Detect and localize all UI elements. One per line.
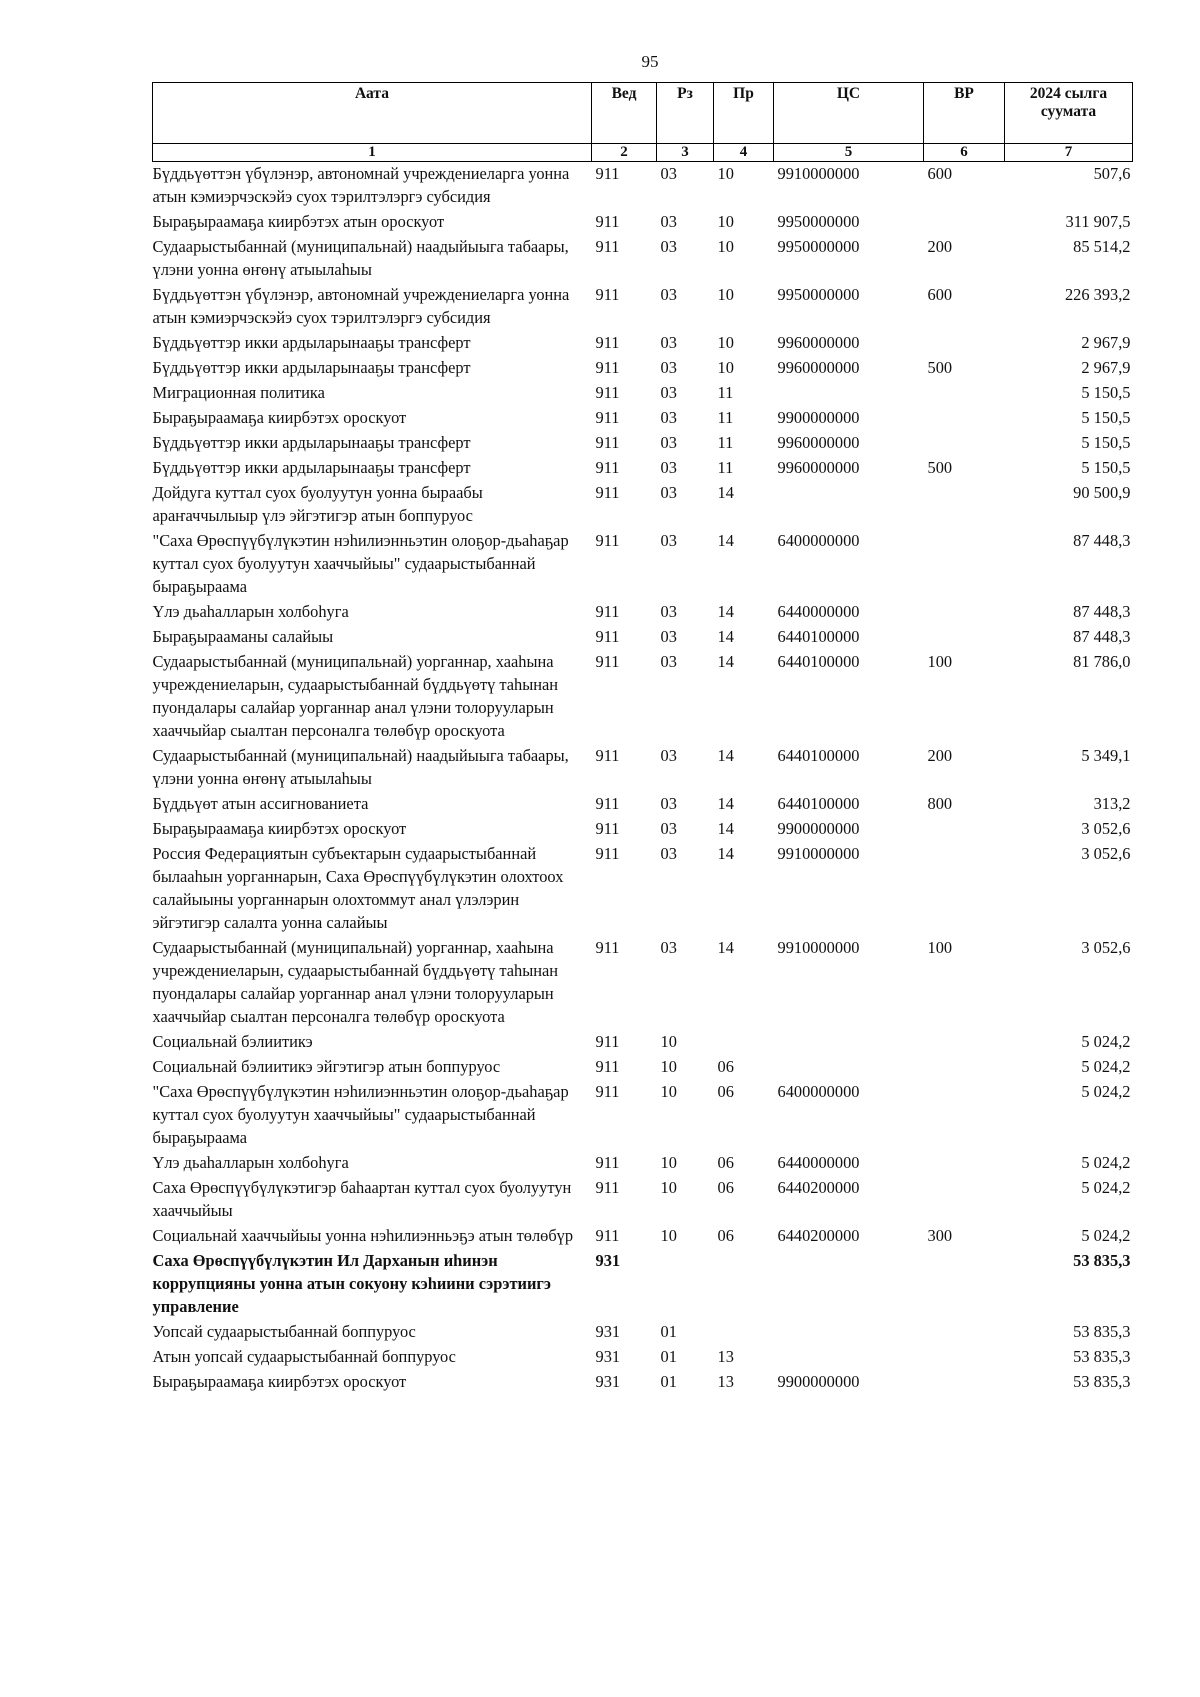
col-number: 5 <box>774 144 924 162</box>
row-amount: 5 024,2 <box>1081 1057 1131 1076</box>
row-rz: 01 <box>660 1322 677 1341</box>
row-amount: 3 052,6 <box>1081 938 1131 957</box>
row-vr <box>924 431 1005 456</box>
row-name: Үлэ дьаһалларын холбоһуга <box>152 602 349 621</box>
table-row <box>153 1080 1133 1151</box>
row-pr: 06 <box>717 1057 734 1076</box>
table-row <box>153 1345 1133 1370</box>
row-amount: 90 500,9 <box>1073 483 1131 502</box>
row-name: Бүддьүөттэр икки ардыларынааҕы трансферт <box>152 433 471 452</box>
row-vr <box>924 210 1005 235</box>
row-cs: 9900000000 <box>777 1372 860 1391</box>
row-rz: 03 <box>660 237 677 256</box>
row-rz: 03 <box>660 212 677 231</box>
row-cs <box>774 481 924 529</box>
row-cs: 9960000000 <box>777 333 860 352</box>
row-ved: 911 <box>595 333 620 352</box>
table-row <box>153 1224 1133 1249</box>
row-cs: 6440000000 <box>777 1153 860 1172</box>
col-number: 6 <box>924 144 1005 162</box>
row-vr <box>924 1320 1005 1345</box>
row-cs: 6440100000 <box>777 746 860 765</box>
row-pr: 14 <box>717 844 734 863</box>
row-ved: 911 <box>595 746 620 765</box>
row-amount: 5 024,2 <box>1081 1082 1131 1101</box>
table-row <box>153 1370 1133 1395</box>
row-vr <box>924 1249 1005 1320</box>
page-number: 95 <box>641 52 659 71</box>
row-rz: 03 <box>660 652 677 671</box>
row-pr: 14 <box>717 652 734 671</box>
row-cs: 6440200000 <box>777 1226 860 1245</box>
row-vr <box>924 842 1005 936</box>
row-ved: 911 <box>595 1032 620 1051</box>
row-ved: 911 <box>595 164 620 183</box>
row-pr: 14 <box>717 483 734 502</box>
row-name: Миграционная политика <box>152 383 325 402</box>
row-pr: 13 <box>717 1347 734 1366</box>
row-cs: 9900000000 <box>777 819 860 838</box>
row-ved: 911 <box>595 1057 620 1076</box>
row-rz: 03 <box>660 602 677 621</box>
row-name: Саха Өрөспүүбүлүкэтин Ил Дарханын иһинэн коррупцияны уонна атын сокуону кэһиини сэрэтиигэ управление <box>152 1251 551 1316</box>
table-row <box>153 162 1133 211</box>
row-amount: 53 835,3 <box>1073 1347 1131 1366</box>
col-header-pr: Пр <box>714 83 774 144</box>
row-vr: 600 <box>927 164 953 183</box>
row-cs <box>774 1249 924 1320</box>
row-name: "Саха Өрөспүүбүлүкэтин нэһилиэнньэтин олоҕор-дьаһаҕар куттал суох буолуутун хааччыйыы" судаарыстыбаннай быраҕыраама <box>152 531 569 596</box>
row-rz: 03 <box>660 383 677 402</box>
row-cs: 9950000000 <box>777 212 860 231</box>
row-name: Үлэ дьаһалларын холбоһуга <box>152 1153 349 1172</box>
row-name: Атын уопсай судаарыстыбаннай боппуруос <box>152 1347 456 1366</box>
row-pr: 14 <box>717 938 734 957</box>
table-row <box>153 406 1133 431</box>
row-name: Судаарыстыбаннай (муниципальнай) уорганнар, хааһына учреждениеларын, судаарыстыбаннай бүддьүөтү таһынан пуондалары салайар уорганнар анал үлэни толорууларын хааччыйар сыалтан персоналга төлөбүр ороскуота <box>152 652 559 740</box>
budget-table <box>152 82 1133 1395</box>
row-cs: 9950000000 <box>777 285 860 304</box>
row-vr: 200 <box>927 237 953 256</box>
row-vr <box>924 331 1005 356</box>
table-row <box>153 1249 1133 1320</box>
col-number: 7 <box>1005 144 1133 162</box>
row-vr <box>924 817 1005 842</box>
row-cs <box>774 1345 924 1370</box>
row-amount: 5 024,2 <box>1081 1032 1131 1051</box>
row-ved: 911 <box>595 844 620 863</box>
row-vr: 100 <box>927 652 953 671</box>
col-header-name: Аата <box>153 83 592 144</box>
row-amount: 85 514,2 <box>1073 237 1131 256</box>
row-vr <box>924 1055 1005 1080</box>
row-name: Саха Өрөспүүбүлүкэтигэр баһаартан куттал суох буолуутун хааччыйыы <box>152 1178 572 1220</box>
row-ved: 911 <box>595 212 620 231</box>
row-amount: 2 967,9 <box>1081 333 1131 352</box>
row-rz: 03 <box>660 164 677 183</box>
row-pr <box>714 1320 774 1345</box>
row-cs: 6440200000 <box>777 1178 860 1197</box>
row-name: Быраҕыраамаҕа киирбэтэх ороскуот <box>152 819 407 838</box>
row-vr: 500 <box>927 358 953 377</box>
col-number: 2 <box>592 144 657 162</box>
row-vr <box>924 600 1005 625</box>
row-cs: 9960000000 <box>777 458 860 477</box>
row-pr: 06 <box>717 1082 734 1101</box>
row-ved: 911 <box>595 408 620 427</box>
row-cs: 9910000000 <box>777 844 860 863</box>
row-vr <box>924 1176 1005 1224</box>
row-name: Бүддьүөттэр икки ардыларынааҕы трансферт <box>152 458 471 477</box>
row-pr <box>714 1030 774 1055</box>
row-rz: 03 <box>660 627 677 646</box>
row-pr: 11 <box>717 433 734 452</box>
row-amount: 2 967,9 <box>1081 358 1131 377</box>
col-number: 4 <box>714 144 774 162</box>
col-header-rz: Рз <box>657 83 714 144</box>
row-name: Россия Федерациятын субъектарын судаарыстыбаннай былааһын уорганнарын, Саха Өрөспүүбүлүкэтин олохтоох салайыыны уорганнарын олохтоммут анал үлэлэрин эйгэтигэр салалта уонна салайыы <box>152 844 564 932</box>
row-vr <box>924 529 1005 600</box>
row-vr: 300 <box>927 1226 953 1245</box>
row-ved: 911 <box>595 531 620 550</box>
row-vr <box>924 1345 1005 1370</box>
row-pr: 13 <box>717 1372 734 1391</box>
row-cs: 9910000000 <box>777 938 860 957</box>
row-cs: 6440100000 <box>777 652 860 671</box>
row-ved: 931 <box>595 1372 621 1391</box>
row-rz: 03 <box>660 938 677 957</box>
row-amount: 5 150,5 <box>1081 408 1131 427</box>
row-amount: 81 786,0 <box>1073 652 1131 671</box>
row-ved: 931 <box>595 1251 621 1270</box>
row-rz: 03 <box>660 746 677 765</box>
row-ved: 911 <box>595 819 620 838</box>
row-amount: 5 150,5 <box>1081 458 1131 477</box>
col-header-vr: ВР <box>924 83 1005 144</box>
row-cs: 6440100000 <box>777 794 860 813</box>
table-row <box>153 625 1133 650</box>
table-row <box>153 481 1133 529</box>
table-row <box>153 1176 1133 1224</box>
row-pr: 06 <box>717 1226 734 1245</box>
row-cs: 9910000000 <box>777 164 860 183</box>
table-row <box>153 356 1133 381</box>
row-cs <box>774 1055 924 1080</box>
table-row <box>153 431 1133 456</box>
row-vr <box>924 1370 1005 1395</box>
row-vr: 500 <box>927 458 953 477</box>
row-ved: 911 <box>595 458 620 477</box>
row-pr: 06 <box>717 1153 734 1172</box>
row-rz: 03 <box>660 458 677 477</box>
row-ved: 911 <box>595 433 620 452</box>
row-rz: 03 <box>660 333 677 352</box>
row-cs <box>774 1030 924 1055</box>
table-row <box>153 817 1133 842</box>
row-name: Бүддьүөттэр икки ардыларынааҕы трансферт <box>152 333 471 352</box>
row-pr: 06 <box>717 1178 734 1197</box>
col-number: 1 <box>153 144 592 162</box>
row-amount: 226 393,2 <box>1064 285 1131 304</box>
row-amount: 87 448,3 <box>1073 531 1131 550</box>
row-ved: 911 <box>595 358 620 377</box>
col-header-cs: ЦС <box>774 83 924 144</box>
row-name: Бүддьүөттэн үбүлэнэр, автономнай учреждениеларга уонна атын кэмиэрчэскэйэ суох тэрилтэлэргэ субсидия <box>152 164 570 206</box>
row-name: Социальнай бэлиитикэ <box>152 1032 313 1051</box>
row-vr <box>924 625 1005 650</box>
row-ved: 911 <box>595 285 620 304</box>
row-amount: 5 150,5 <box>1081 383 1131 402</box>
row-amount: 53 835,3 <box>1073 1251 1131 1270</box>
row-rz: 10 <box>660 1057 677 1076</box>
row-vr <box>924 1080 1005 1151</box>
row-ved: 911 <box>595 1082 620 1101</box>
row-vr <box>924 1151 1005 1176</box>
table-row <box>153 744 1133 792</box>
row-ved: 911 <box>595 1226 620 1245</box>
table-row <box>153 936 1133 1030</box>
row-amount: 87 448,3 <box>1073 627 1131 646</box>
row-cs <box>774 381 924 406</box>
row-pr: 11 <box>717 458 734 477</box>
row-cs: 6400000000 <box>777 531 860 550</box>
row-rz: 03 <box>660 794 677 813</box>
row-vr: 600 <box>927 285 953 304</box>
row-cs: 6440100000 <box>777 627 860 646</box>
row-rz: 01 <box>660 1347 677 1366</box>
row-vr: 200 <box>927 746 953 765</box>
header-row <box>153 83 1133 144</box>
row-pr: 14 <box>717 819 734 838</box>
row-ved: 911 <box>595 652 620 671</box>
table-row <box>153 283 1133 331</box>
row-rz: 03 <box>660 531 677 550</box>
table-row <box>153 792 1133 817</box>
row-name: Судаарыстыбаннай (муниципальнай) уорганнар, хааһына учреждениеларын, судаарыстыбаннай бүддьүөтү таһынан пуондалары салайар уорганнар анал үлэни толорууларын хааччыйар сыалтан персоналга төлөбүр ороскуота <box>152 938 559 1026</box>
row-name: Уопсай судаарыстыбаннай боппуруос <box>152 1322 416 1341</box>
row-vr <box>924 481 1005 529</box>
row-ved: 911 <box>595 794 620 813</box>
table-row <box>153 456 1133 481</box>
row-name: Бүддьүөттэр икки ардыларынааҕы трансферт <box>152 358 471 377</box>
table-row <box>153 650 1133 744</box>
row-rz: 10 <box>660 1178 677 1197</box>
table-row <box>153 235 1133 283</box>
row-name: "Саха Өрөспүүбүлүкэтин нэһилиэнньэтин олоҕор-дьаһаҕар куттал суох буолуутун хааччыйыы" судаарыстыбаннай быраҕыраама <box>152 1082 569 1147</box>
row-rz: 10 <box>660 1082 677 1101</box>
row-cs: 9950000000 <box>777 237 860 256</box>
table-row <box>153 600 1133 625</box>
table-row <box>153 1055 1133 1080</box>
row-name: Дойдуга куттал суох буолуутун уонна быраабы араҥаччылыыр үлэ эйгэтигэр атын боппуруос <box>152 483 483 525</box>
row-vr: 800 <box>927 794 953 813</box>
row-amount: 5 024,2 <box>1081 1226 1131 1245</box>
row-rz: 03 <box>660 819 677 838</box>
row-name: Быраҕыраамаҕа киирбэтэх ороскуот <box>152 408 407 427</box>
row-name: Быраҕыраамаҕа киирбэтэх атын ороскуот <box>152 212 445 231</box>
row-amount: 87 448,3 <box>1073 602 1131 621</box>
column-number-row <box>153 144 1133 162</box>
row-rz: 03 <box>660 483 677 502</box>
row-ved: 931 <box>595 1347 621 1366</box>
row-pr: 10 <box>717 285 734 304</box>
row-rz: 03 <box>660 358 677 377</box>
row-name: Бүддьүөттэн үбүлэнэр, автономнай учреждениеларга уонна атын кэмиэрчэскэйэ суох тэрилтэлэргэ субсидия <box>152 285 570 327</box>
row-amount: 507,6 <box>1093 164 1131 183</box>
row-cs: 6400000000 <box>777 1082 860 1101</box>
table-row <box>153 529 1133 600</box>
row-vr <box>924 406 1005 431</box>
row-rz: 10 <box>660 1226 677 1245</box>
row-rz: 03 <box>660 285 677 304</box>
table-row <box>153 842 1133 936</box>
table-row <box>153 1320 1133 1345</box>
row-pr: 11 <box>717 408 734 427</box>
row-pr <box>714 1249 774 1320</box>
row-vr: 100 <box>927 938 953 957</box>
row-name: Судаарыстыбаннай (муниципальнай) наадыйыыга табаары, үлэни уонна өҥөнү атыылаһыы <box>152 746 569 788</box>
row-ved: 911 <box>595 483 620 502</box>
row-pr: 10 <box>717 164 734 183</box>
row-pr: 14 <box>717 794 734 813</box>
row-pr: 10 <box>717 237 734 256</box>
col-header-amount: 2024 сылга суумата <box>1005 83 1133 144</box>
row-rz: 03 <box>660 408 677 427</box>
row-ved: 911 <box>595 602 620 621</box>
table-row <box>153 1030 1133 1055</box>
row-pr: 10 <box>717 333 734 352</box>
row-amount: 311 907,5 <box>1065 212 1131 231</box>
row-rz <box>657 1249 714 1320</box>
row-rz: 10 <box>660 1032 677 1051</box>
row-ved: 911 <box>595 938 620 957</box>
col-header-ved: Вед <box>592 83 657 144</box>
row-name: Социальнай бэлиитикэ эйгэтигэр атын боппуруос <box>152 1057 501 1076</box>
row-amount: 5 024,2 <box>1081 1178 1131 1197</box>
row-name: Быраҕырааманы салайыы <box>152 627 334 646</box>
row-rz: 10 <box>660 1153 677 1172</box>
row-name: Быраҕыраамаҕа киирбэтэх ороскуот <box>152 1372 407 1391</box>
row-amount: 5 024,2 <box>1081 1153 1131 1172</box>
row-cs <box>774 1320 924 1345</box>
table-row <box>153 381 1133 406</box>
row-cs: 9960000000 <box>777 358 860 377</box>
row-amount: 5 349,1 <box>1081 746 1131 765</box>
row-rz: 01 <box>660 1372 677 1391</box>
table-row <box>153 331 1133 356</box>
row-vr <box>924 381 1005 406</box>
row-pr: 14 <box>717 746 734 765</box>
row-amount: 3 052,6 <box>1081 819 1131 838</box>
row-ved: 911 <box>595 1153 620 1172</box>
row-ved: 911 <box>595 627 620 646</box>
row-cs: 6440000000 <box>777 602 860 621</box>
row-ved: 911 <box>595 237 620 256</box>
row-pr: 14 <box>717 627 734 646</box>
row-amount: 53 835,3 <box>1073 1372 1131 1391</box>
row-amount: 53 835,3 <box>1073 1322 1131 1341</box>
col-number: 3 <box>657 144 714 162</box>
row-name: Судаарыстыбаннай (муниципальнай) наадыйыыга табаары, үлэни уонна өҥөнү атыылаһыы <box>152 237 569 279</box>
row-ved: 931 <box>595 1322 621 1341</box>
table-row <box>153 1151 1133 1176</box>
row-name: Социальнай хааччыйыы уонна нэһилиэнньэҕэ атын төлөбүр <box>152 1226 574 1245</box>
row-pr: 14 <box>717 602 734 621</box>
row-cs: 9960000000 <box>777 433 860 452</box>
row-name: Бүддьүөт атын ассигнованиета <box>152 794 369 813</box>
row-pr: 11 <box>717 383 734 402</box>
row-ved: 911 <box>595 383 620 402</box>
row-cs: 9900000000 <box>777 408 860 427</box>
table-row <box>153 210 1133 235</box>
row-ved: 911 <box>595 1178 620 1197</box>
row-pr: 14 <box>717 531 734 550</box>
row-pr: 10 <box>717 358 734 377</box>
row-pr: 10 <box>717 212 734 231</box>
row-rz: 03 <box>660 433 677 452</box>
row-amount: 3 052,6 <box>1081 844 1131 863</box>
row-rz: 03 <box>660 844 677 863</box>
row-vr <box>924 1030 1005 1055</box>
row-amount: 5 150,5 <box>1081 433 1131 452</box>
row-amount: 313,2 <box>1093 794 1131 813</box>
